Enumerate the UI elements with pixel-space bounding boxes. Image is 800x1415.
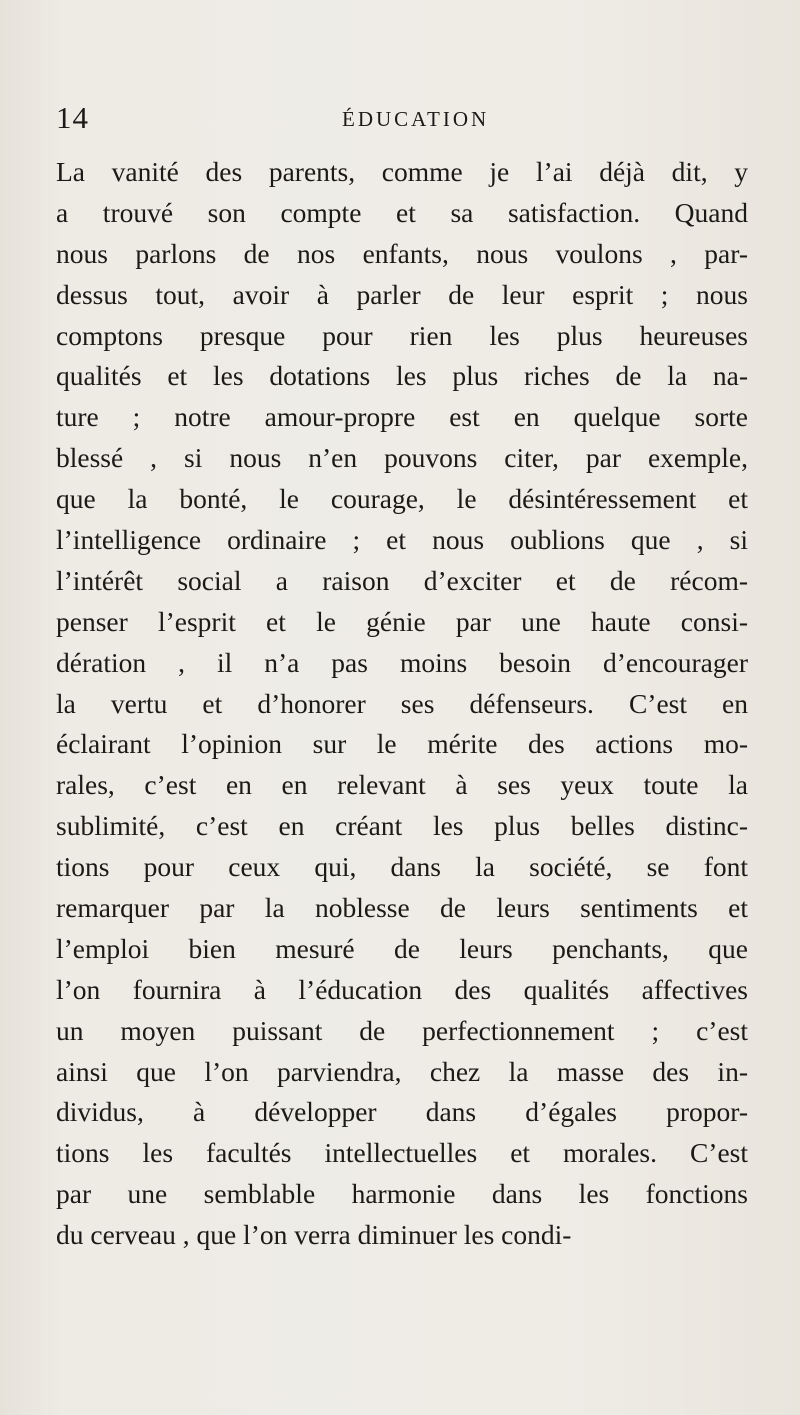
text-line: dessus tout, avoir à parler de leur esprit ; nous xyxy=(56,278,748,310)
text-line: a trouvé son compte et sa satisfaction. Quand xyxy=(56,196,748,228)
text-line: l’emploi bien mesuré de leurs penchants, que xyxy=(56,932,748,964)
text-line: nous parlons de nos enfants, nous voulons , par- xyxy=(56,237,748,269)
text-line: éclairant l’opinion sur le mérite des actions mo- xyxy=(56,728,748,760)
text-line: que la bonté, le courage, le désintéressement et xyxy=(56,483,748,515)
text-line: qualités et les dotations les plus riches de la na- xyxy=(56,360,748,392)
text-line: un moyen puissant de perfectionnement ; c’est xyxy=(56,1014,748,1046)
text-line: ainsi que l’on parviendra, chez la masse des in- xyxy=(56,1055,748,1087)
text-line: La vanité des parents, comme je l’ai déjà dit, y xyxy=(56,156,748,187)
body-paragraph xyxy=(56,152,748,1256)
text-line: penser l’esprit et le génie par une haute consi- xyxy=(56,605,748,637)
running-head xyxy=(56,100,746,140)
text-line: tions pour ceux qui, dans la société, se font xyxy=(56,851,748,883)
text-line: l’on fournira à l’éducation des qualités affectives xyxy=(56,973,748,1005)
text-line: par une semblable harmonie dans les fonctions xyxy=(56,1178,748,1210)
page-number: 14 xyxy=(56,100,89,135)
text-line: comptons presque pour rien les plus heureuses xyxy=(56,319,748,351)
text-line: tions les facultés intellectuelles et morales. C’est xyxy=(56,1137,748,1169)
text-line: ture ; notre amour-propre est en quelque sorte xyxy=(56,401,748,433)
text-line: remarquer par la noblesse de leurs sentiments et xyxy=(56,892,748,924)
text-line: sublimité, c’est en créant les plus belles distinc- xyxy=(56,810,748,842)
text-line: dération , il n’a pas moins besoin d’encourager xyxy=(56,646,748,678)
text-line: dividus, à développer dans d’égales propor- xyxy=(56,1096,748,1128)
text-line: du cerveau , que l’on verra diminuer les condi- xyxy=(56,1219,572,1251)
text-line: l’intérêt social a raison d’exciter et de récom- xyxy=(56,564,748,596)
running-title: ÉDUCATION xyxy=(342,107,490,131)
text-line: blessé , si nous n’en pouvons citer, par exemple, xyxy=(56,442,748,474)
text-line: la vertu et d’honorer ses défenseurs. C’est en xyxy=(56,687,748,719)
text-line: l’intelligence ordinaire ; et nous oublions que , si xyxy=(56,524,748,556)
text-line: rales, c’est en en relevant à ses yeux toute la xyxy=(56,769,748,801)
